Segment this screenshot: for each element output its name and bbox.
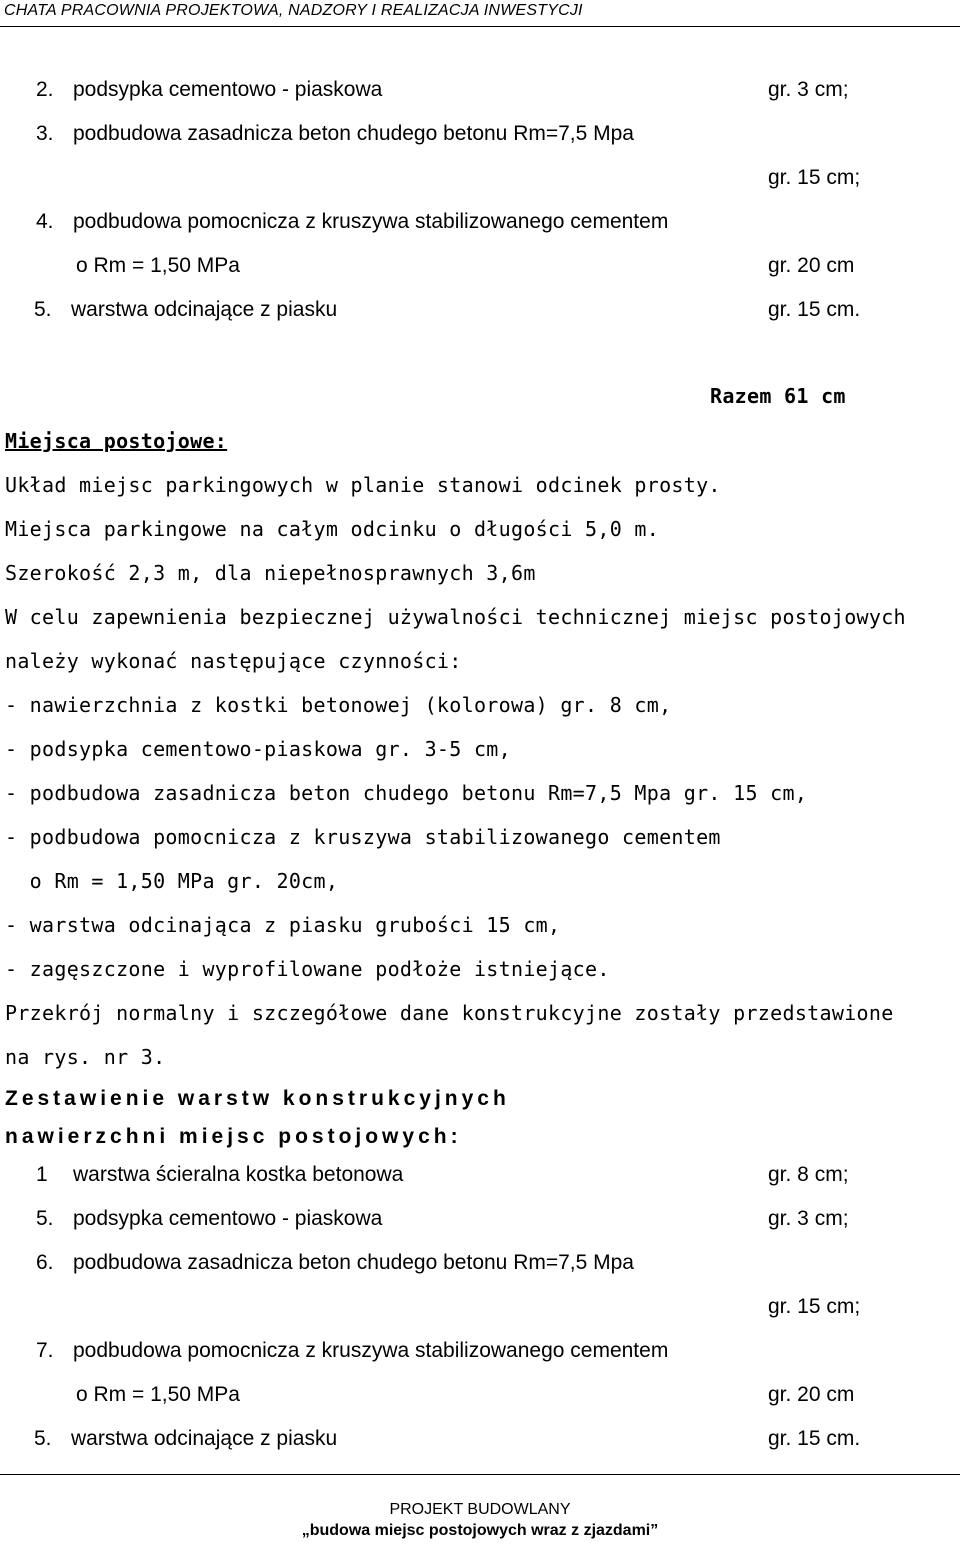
paragraph: Przekrój normalny i szczegółowe dane konstrukcyjne zostały przedstawione <box>5 1001 894 1025</box>
paragraph: Szerokość 2,3 m, dla niepełnosprawnych 3,6m <box>5 561 536 585</box>
list1-item-value: gr. 20 cm <box>768 254 855 277</box>
list-item: - podbudowa pomocnicza z kruszywa stabilizowanego cementem <box>5 825 721 849</box>
list1-item-num: 3. <box>36 122 54 145</box>
header-title: CHATA PRACOWNIA PROJEKTOWA, NADZORY I REALIZACJA INWESTYCJI <box>4 2 583 19</box>
paragraph: Układ miejsc parkingowych w planie stanowi odcinek prosty. <box>5 473 721 497</box>
list2-item-text: podsypka cementowo - piaskowa <box>73 1207 383 1230</box>
list2-item-value: gr. 15 cm. <box>768 1427 861 1450</box>
list1-item-text: podsypka cementowo - piaskowa <box>73 78 383 101</box>
list1-item-value: gr. 3 cm; <box>768 78 849 101</box>
list2-item-num: 5. <box>36 1207 54 1230</box>
list1-item-text: podbudowa pomocnicza z kruszywa stabilizowanego cementem <box>73 210 669 233</box>
list1-item-value: gr. 15 cm. <box>768 298 861 321</box>
list2-item-text: podbudowa zasadnicza beton chudego betonu Rm=7,5 Mpa <box>73 1251 634 1274</box>
list-item: - zagęszczone i wyprofilowane podłoże istniejące. <box>5 957 610 981</box>
list2-item-num: 6. <box>36 1251 54 1274</box>
list2-item-value: gr. 15 cm; <box>768 1295 861 1318</box>
paragraph: należy wykonać następujące czynności: <box>5 649 462 673</box>
list2-item-num: 5. <box>34 1427 52 1450</box>
list-item: o Rm = 1,50 MPa gr. 20cm, <box>5 869 339 893</box>
list2-item-value: gr. 20 cm <box>768 1383 855 1406</box>
list2-item-text: podbudowa pomocnicza z kruszywa stabilizowanego cementem <box>73 1339 669 1362</box>
header-divider <box>0 26 960 27</box>
footer-project-type: PROJEKT BUDOWLANY <box>389 1501 571 1518</box>
list2-item-text: warstwa ścieralna kostka betonowa <box>73 1163 404 1186</box>
paragraph: W celu zapewnienia bezpiecznej używalności technicznej miejsc postojowych <box>5 605 906 629</box>
list2-item-value: gr. 3 cm; <box>768 1207 849 1230</box>
section-heading: Zestawienie warstw konstrukcyjnych <box>5 1087 510 1110</box>
list2-item-text: warstwa odcinające z piasku <box>71 1427 338 1450</box>
footer-project-title: „budowa miejsc postojowych wraz z zjazdami” <box>301 1522 659 1539</box>
section-heading: nawierzchni miejsc postojowych: <box>5 1125 462 1148</box>
section-heading: Miejsca postojowe: <box>5 429 228 453</box>
list1-item-num: 2. <box>36 78 54 101</box>
total-thickness: Razem 61 cm <box>710 384 846 408</box>
list1-item-value: gr. 15 cm; <box>768 166 861 189</box>
list1-item-text: warstwa odcinające z piasku <box>71 298 338 321</box>
list1-item-text: podbudowa zasadnicza beton chudego betonu Rm=7,5 Mpa <box>73 122 634 145</box>
list-item: - podsypka cementowo-piaskowa gr. 3-5 cm, <box>5 737 511 761</box>
paragraph: Miejsca parkingowe na całym odcinku o długości 5,0 m. <box>5 517 660 541</box>
paragraph: na rys. nr 3. <box>5 1045 166 1069</box>
list-item: - podbudowa zasadnicza beton chudego betonu Rm=7,5 Mpa gr. 15 cm, <box>5 781 808 805</box>
footer-divider <box>0 1474 960 1475</box>
list-item: - warstwa odcinająca z piasku grubości 15 cm, <box>5 913 561 937</box>
list1-item-num: 5. <box>34 298 52 321</box>
list1-item-num: 4. <box>36 210 54 233</box>
list2-item-num: 1 <box>36 1163 48 1186</box>
list2-item-continuation: o Rm = 1,50 MPa <box>76 1383 240 1406</box>
list-item: - nawierzchnia z kostki betonowej (kolorowa) gr. 8 cm, <box>5 693 672 717</box>
list1-item-continuation: o Rm = 1,50 MPa <box>76 254 240 277</box>
list2-item-value: gr. 8 cm; <box>768 1163 849 1186</box>
list2-item-num: 7. <box>36 1339 54 1362</box>
